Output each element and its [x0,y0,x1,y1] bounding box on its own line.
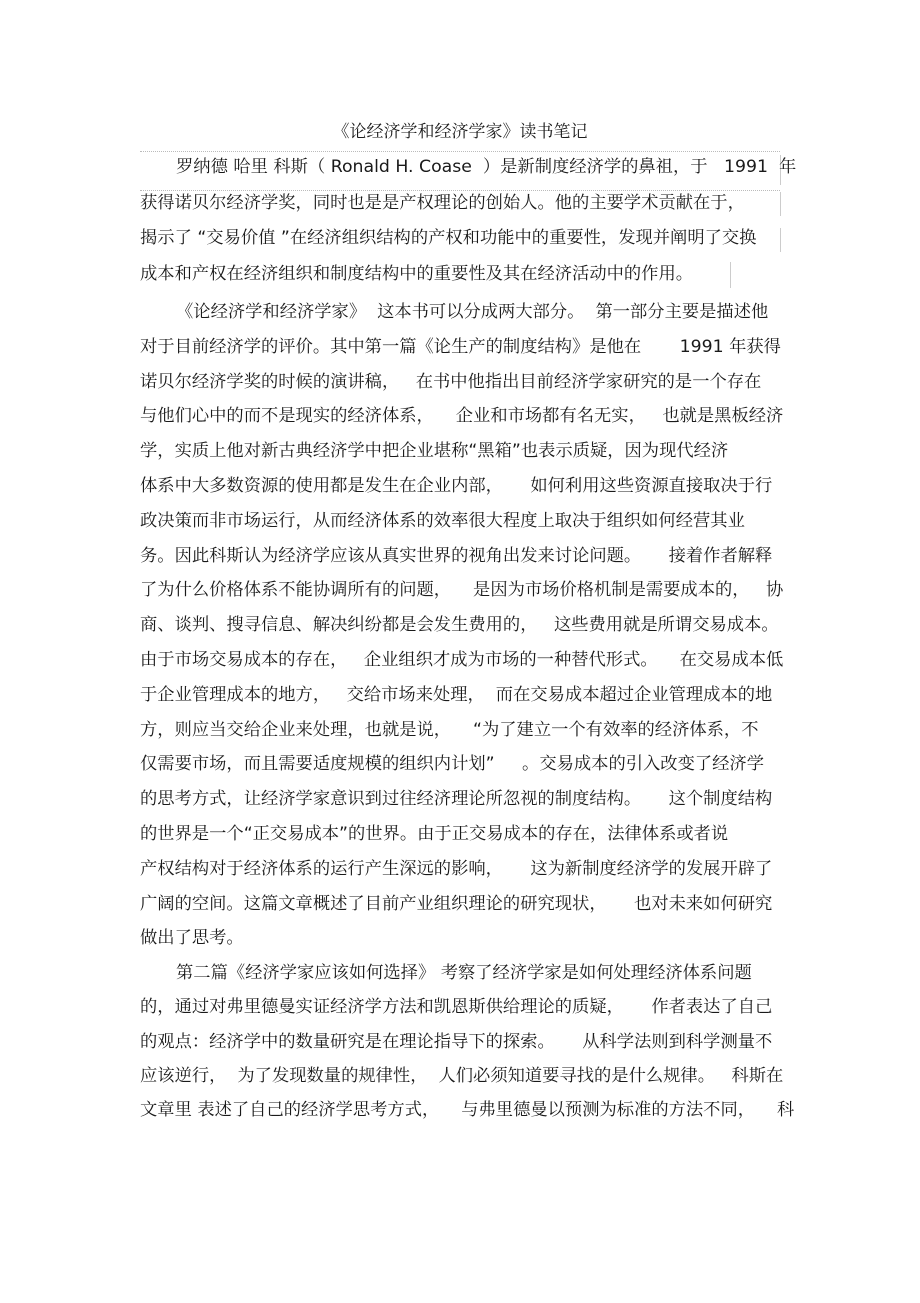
paragraph-line: 于企业管理成本的地方， 交给市场来处理， 而在交易成本超过企业管理成本的地 [140,684,773,705]
paragraph-line: 商、谈判、搜寻信息、解决纠纷都是会发生费用的， 这些费用就是所谓交易成本。 [140,615,779,636]
paragraph-line: 做出了思考。 [140,928,244,949]
paragraph-line: 产权结构对于经济体系的运行产生深远的影响， 这为新制度经济学的发展开辟了 [140,858,773,879]
paragraph-line: 的思考方式，让经济学家意识到过往经济理论所忽视的制度结构。 这个制度结构 [140,789,773,810]
document-title: 《论经济学和经济学家》读书笔记 [332,122,588,142]
paragraph-line: 的观点：经济学中的数量研究是在理论指导下的探索。 从科学法则到科学测量不 [140,1031,773,1052]
paragraph-line: 文章里 表述了自己的经济学思考方式， 与弗里德曼以预测为标准的方法不同， 科 [140,1100,795,1121]
paragraph-line: 《论经济学和经济学家》 这本书可以分成两大部分。 第一部分主要是描述他 [176,302,769,322]
paragraph-line: 成本和产权在经济组织和制度结构中的重要性及其在经济活动中的作用。 [140,264,694,285]
paragraph-line: 学，实质上他对新古典经济学中把企业堪称“黑箱”也表示质疑，因为现代经济 [140,441,729,462]
paragraph-line: 了为什么价格体系不能协调所有的问题， 是因为市场价格机制是需要成本的， 协 [140,580,784,601]
paragraph-line: 体系中大多数资源的使用都是发生在企业内部， 如何利用这些资源直接取决于行 [140,476,773,496]
paragraph-line: 务。因此科斯认为经济学应该从真实世界的视角出发来讨论问题。 接着作者解释 [140,545,773,566]
paragraph-line: 的世界是一个“正交易成本”的世界。由于正交易成本的存在，法律体系或者说 [140,824,729,844]
paragraph-line: 对于目前经济学的评价。其中第一篇《论生产的制度结构》是他在 1991 年获得 [140,336,781,357]
paragraph-line: 仅需要市场，而且需要适度规模的组织内计划” 。交易成本的引入改变了经济学 [140,754,764,775]
paragraph-line: 与他们心中的而不是现实的经济体系， 企业和市场都有名无实， 也就是黑板经济 [140,406,784,427]
paragraph-line: 揭示了 “交易价值 ”在经济组织结构的产权和功能中的重要性，发现并阐明了交换 [140,228,757,249]
paragraph-line: 政决策而非市场运行，从而经济体系的效率很大程度上取决于组织如何经营其业 [140,510,745,531]
paragraph-line: 的，通过对弗里德曼实证经济学方法和凯恩斯供给理论的质疑， 作者表达了自己 [140,997,773,1018]
paragraph-line: 广阔的空间。这篇文章概述了目前产业组织理论的研究现状， 也对未来如何研究 [140,893,773,914]
paragraph-line: 罗纳德 哈里 科斯（ Ronald H. Coase ）是新制度经济学的鼻祖，于 1991 年 [176,157,797,177]
paragraph-line: 由于市场交易成本的存在， 企业组织才成为市场的一种替代形式。 在交易成本低 [140,650,784,670]
paragraph-line: 获得诺贝尔经济学奖，同时也是是产权理论的创始人。他的主要学术贡献在于， [140,192,745,213]
paragraph-line: 第二篇《经济学家应该如何选择》 考察了经济学家是如何处理经济体系问题 [176,963,752,983]
paragraph-line: 诺贝尔经济学奖的时候的演讲稿， 在书中他指出目前经济学家研究的是一个存在 [140,371,762,392]
paragraph-line: 方，则应当交给企业来处理，也就是说， “为了建立一个有效率的经济体系，不 [140,719,759,740]
paragraph-line: 应该逆行， 为了发现数量的规律性， 人们必须知道要寻找的是什么规律。 科斯在 [140,1065,784,1086]
